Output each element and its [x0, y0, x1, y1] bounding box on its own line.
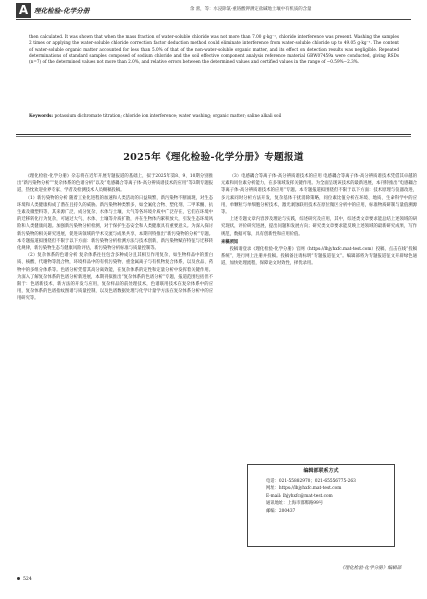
- call-for-papers-title: 来稿须知: [221, 239, 239, 245]
- left-column: [17, 173, 213, 303]
- journal-name: 理化检验-化学分册: [34, 7, 90, 15]
- notice-paragraph: （3）电感耦合等离子体-高分辨质谱技术的应用 电感耦合等离子体-高分辨质谱技术凭借其卓越的元素和同位素分析能力，在多领域发挥关键作用。为全面呈现该技术的最新进展，本刊特推出“电感耦合等离子体-高分辨质谱技术的应用”专题。本专题报道拟围绕但不限于以下方面：技术原理与仪器改进，多元素同时分析方法开发，复杂基体干扰消除策略，同位素比值分析在环境、地质、生命科学中的应用，单颗粒与单细胞分析技术，激光剥蚀联用技术在原位微区分析中的应用，标准物质研制与量值溯源等。: [221, 174, 417, 216]
- keywords-line: [29, 113, 399, 119]
- page-header: [0, 0, 427, 18]
- call-for-papers-text: 投稿请登录《理化检验-化学分册》官网（https://lhjyhxfc.mat-test.com）投稿，点击在线“投稿系统”，进行网上注册并投稿。投稿备注请标明“专题报道征文”。编辑部将为专题报道征文开辟绿色通道，加快处理流程，保障论文时效性，择优录用。: [221, 247, 417, 267]
- contact-address: 通讯地址：上海市邯郸路99号: [266, 501, 324, 507]
- contact-email[interactable]: E-mail: lhjyhxfc@mat-test.com: [266, 493, 333, 499]
- contact-postcode: 邮编：200437: [266, 508, 296, 514]
- contact-lines: [266, 478, 356, 515]
- running-head: 余 蕾，等：水浸除氯-重铬酸钾测定盐碱地土壤中有机质的含量: [190, 7, 312, 12]
- contact-phone: 电话：021-55882970；021-65556775-263: [266, 479, 356, 484]
- notice-paragraph: 上述专题文章内容涉及理论与实践，综述研究及应用，其中，综述类文章要求能总结上述领域的研究现状，评价研究进展，提出问题和发展方向；研究类文章要求能反映上述领域的最新研究成果，写作规范，数据可靠，具有创新性和应用价值。: [221, 217, 417, 237]
- editorial-signature: 《理化检验-化学分册》编辑部: [340, 566, 402, 571]
- notice-paragraph: （2）复杂体系的色谱分析 复杂体系往往包含多种成分且其相互作用复杂，如生物样品中的蛋白质、核酸、代谢物等混合物，环境样品中的有机污染物、重金属离子与有机物复合体系，以及食品、药物中的多组分体系等。色谱分析凭借其高分离效能，在复杂体系的定性和定量分析中发挥着关键作用。为深入了解复杂体系的色谱分析新进展，本期刊拟推出“复杂体系的色谱分析”专题，报道范围包括但不限于：色谱新技术、新方法的开发与应用，复杂样品的前处理技术，色谱联用技术在复杂体系中的应用，复杂体系的色谱指纹图谱与质量控制，以及色谱数据处理与化学计量学方法在复杂体系分析中的应用研究等。: [17, 253, 213, 302]
- abstract-paragraph: then calculated. It was shown that when the mass fraction of water-soluble chloride was not more than 7.00 g·kg⁻¹, chloride interference was present. Washing the samples 2 times or applying the water-soluble chloride correction factor deduction method could eliminate interference from water-soluble chloride up to 49.05 g·kg⁻¹. The content of water-soluble organic matter accounted for less than 5.0% of that of the non-water-soluble organic matter, and its effect on detection results was negligible. Repeated determinations of standard samples composed of sodium chloride and the soil effective component analysis reference material GBW07459a were conducted, giving RSDs (n=7) of the determined values not more than 2.0%, and relative errors between the determined values and certified values in the range of −0.59%−2.3%.: [29, 34, 399, 64]
- keywords-text: potassium dichromate titration; chloride ion interference; water washing; organic matter; saline alkali soil: [54, 113, 282, 118]
- section-divider-thin: [16, 136, 411, 137]
- contact-box: [247, 464, 395, 547]
- journal-logo: A: [16, 3, 31, 18]
- notice-paragraph: 《理化检验-化学分册》杂志将在近年开展专题报道的基础上，拟于2025年第8、9、10期分别推出“新污染物分析”“复杂体系的色谱分析”以及“电感耦合等离子体-高分辨质谱技术的应用”等3期专题报道，热忱欢迎业界专家、学者及检测技术人员赐稿投稿。: [17, 174, 213, 194]
- page-footer: [17, 577, 32, 582]
- contact-website[interactable]: 网址：https://lhjyhxfc.mat-test.com: [266, 486, 342, 492]
- notice-paragraph: （1）新污染物的分析 随着工业化进程的加速和人类活动的日益频繁，新污染物不断涌现，对生态环境和人类健康构成了潜在且持久的威胁。新污染物种类繁多，如全氟化合物、塑化剂、二甲苯酮、抗生素及微塑料等，其来源广泛、成分复杂、水体与土壤、大气等各环境介质中广泛存在，它们在环境中的迁移转化行为复杂，可通过大气、水体、土壤等介质扩散，并在生物体内累积放大，引发生态环境风险和人类健康问题。加强新污染物分析检测，对于保护生态安全和人类健康具有重要意义。为深入探讨新污染物的相关研究进展，促进该领域的学术交流与成果共享，本期刊特推出“新污染物的分析”专题。本专题报道拟围绕但不限于以下方面：新污染物分析检测方法与技术创新，新污染物赋存特征与迁移转化规律，新污染物生态与健康风险评估，新污染物分析标准与质量控制等。: [17, 195, 213, 252]
- bullet-icon: [17, 577, 20, 580]
- english-abstract: [29, 34, 399, 65]
- keywords-label: Keywords:: [29, 113, 54, 118]
- right-column: [221, 173, 417, 268]
- section-divider: [16, 134, 411, 135]
- page-number: 524: [23, 577, 32, 582]
- contact-title: 编辑部联系方式: [303, 468, 339, 474]
- header-rule: [16, 19, 411, 20]
- notice-title: 2025年《理化检验-化学分册》专题报道: [123, 152, 304, 163]
